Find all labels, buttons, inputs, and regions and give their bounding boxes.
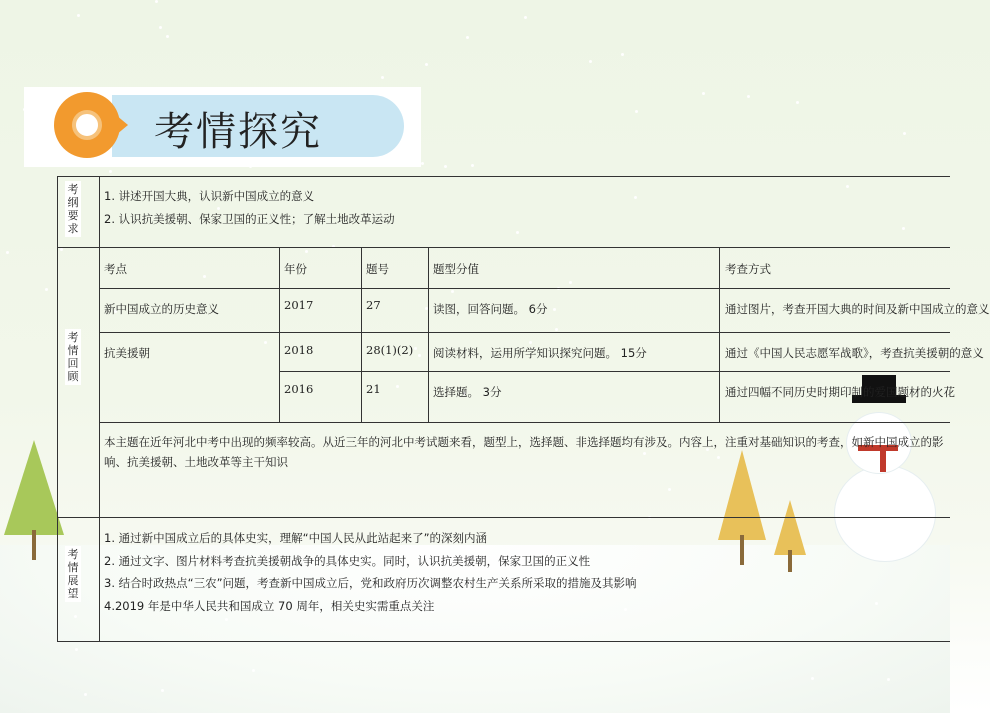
snowflake: [84, 693, 87, 696]
snowflake: [524, 16, 527, 19]
row2-number: 28(1)(2): [366, 343, 414, 357]
banner-pointer: [110, 110, 128, 140]
snowflake: [45, 288, 48, 291]
outlook-label: 考情展望: [65, 546, 81, 602]
snowflake: [887, 678, 890, 681]
outlook-item-4: 4.2019 年是中华人民共和国成立 70 周年，相关史实需重点关注: [104, 599, 435, 613]
review-summary: 本主题在近年河北中考中出现的频率较高。从近三年的河北中考试题来看，题型上，选择题、非选择题均有涉及。内容上，注重对基础知识的考查，如新中国成立的影响、抗美援朝、土地改革等主干知识: [104, 435, 944, 469]
section-banner: [24, 87, 421, 167]
row1-topic: 新中国成立的历史意义: [104, 302, 219, 316]
snowflake: [166, 35, 169, 38]
row2-method: 通过《中国人民志愿军战歌》，考查抗美援朝的意义: [725, 346, 984, 360]
outlook-item-2: 2. 通过文字、图片材料考查抗美援朝战争的具体史实。同时，认识抗美援朝，保家卫国的正义性: [104, 554, 591, 568]
snowflake: [589, 60, 592, 63]
header-topic: 考点: [104, 262, 127, 276]
snowflake: [903, 132, 906, 135]
row2-type: 阅读材料，运用所学知识探究问题。 15分: [433, 346, 647, 360]
header-number: 题号: [366, 262, 389, 276]
snowflake: [811, 677, 814, 680]
row2-year: 2018: [284, 343, 314, 357]
snowflake: [702, 92, 705, 95]
snowflake: [77, 14, 80, 17]
review-label: 考情回顾: [65, 329, 81, 385]
snowflake: [75, 648, 78, 651]
snowflake: [466, 36, 469, 39]
snowflake: [471, 164, 474, 167]
header-method: 考查方式: [725, 262, 771, 276]
row1-method: 通过图片，考查开国大典的时间及新中国成立的意义: [725, 302, 990, 316]
row3-method: 通过四幅不同历史时期印制的爱国题材的火花: [725, 385, 955, 399]
header-year: 年份: [284, 262, 307, 276]
syllabus-item-2: 2. 认识抗美援朝、保家卫国的正义性；了解土地改革运动: [104, 212, 395, 226]
snowflake: [444, 165, 447, 168]
row1-type: 读图，回答问题。 6分: [433, 302, 548, 316]
snowflake: [635, 110, 638, 113]
row1-year: 2017: [284, 298, 314, 312]
banner-title: 考情探究: [154, 109, 322, 155]
syllabus-label: 考纲要求: [65, 181, 81, 237]
row2-topic: 抗美援朝: [104, 346, 150, 360]
snowflake: [161, 689, 164, 692]
outlook-item-3: 3. 结合时政热点“三农”问题，考查新中国成立后，党和政府历次调整农村生产关系所采取的措施及其影响: [104, 576, 637, 590]
row3-type: 选择题。 3分: [433, 385, 502, 399]
snowflake: [747, 95, 750, 98]
header-type: 题型分值: [433, 262, 479, 276]
row3-number: 21: [366, 382, 381, 396]
exam-analysis-table: [57, 176, 990, 642]
snowflake: [425, 63, 428, 66]
row3-year: 2016: [284, 382, 314, 396]
snowflake: [381, 76, 384, 79]
snowflake: [796, 101, 799, 104]
snowflake: [155, 0, 158, 3]
snowflake: [252, 669, 255, 672]
banner-ring-icon: [72, 110, 102, 140]
outlook-item-1: 1. 通过新中国成立后的具体史实，理解“中国人民从此站起来了”的深刻内涵: [104, 531, 488, 545]
row1-number: 27: [366, 298, 381, 312]
snowflake: [621, 53, 624, 56]
snowflake: [6, 251, 9, 254]
snowflake: [421, 162, 424, 165]
snowflake: [159, 26, 162, 29]
syllabus-item-1: 1. 讲述开国大典，认识新中国成立的意义: [104, 189, 315, 203]
snowflake: [109, 170, 112, 173]
